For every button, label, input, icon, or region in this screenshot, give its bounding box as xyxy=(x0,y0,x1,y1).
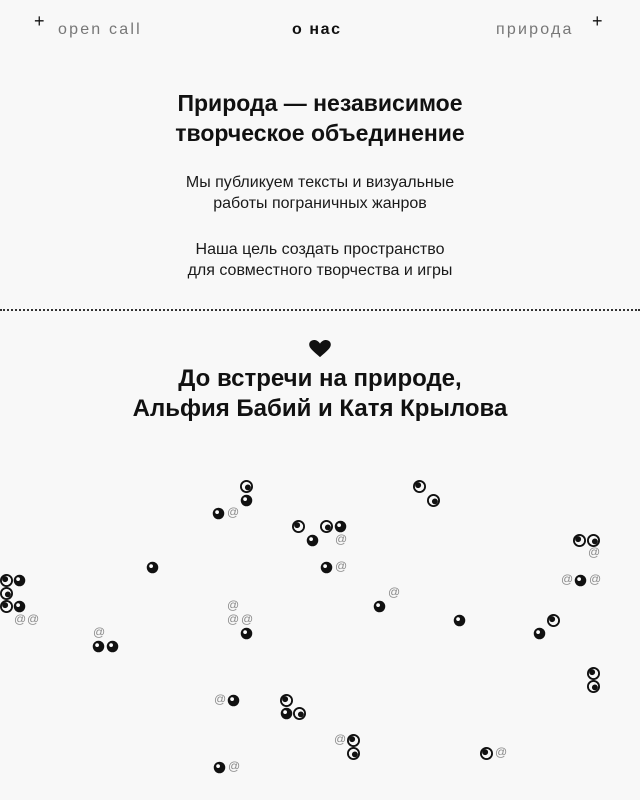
intro-line-1: Мы публикуем тексты и визуальные xyxy=(185,174,455,191)
dot-eye-icon xyxy=(0,587,13,600)
nav-link-about[interactable]: о нас xyxy=(292,21,342,38)
dot-eye-icon xyxy=(227,694,240,707)
nav-link-priroda[interactable]: природа xyxy=(496,21,574,38)
dot-eye-icon xyxy=(480,747,493,760)
at-sign: @ xyxy=(214,692,227,706)
dot-eye-icon xyxy=(293,707,306,720)
dot-eye-icon xyxy=(92,640,105,653)
dot-eye-icon xyxy=(292,520,305,533)
dot-eye-icon xyxy=(427,494,440,507)
dot-eye-icon xyxy=(573,534,586,547)
at-sign: @ xyxy=(388,585,401,599)
dot-eye-icon xyxy=(106,640,119,653)
dot-eye-icon xyxy=(240,494,253,507)
dot-eye-icon xyxy=(213,761,226,774)
at-sign: @ xyxy=(334,732,347,746)
dot-eye-icon xyxy=(212,507,225,520)
dot-eye-icon xyxy=(574,574,587,587)
farewell-heading xyxy=(0,364,640,424)
dot-eye-icon xyxy=(240,627,253,640)
at-sign: @ xyxy=(335,559,348,573)
heart-icon xyxy=(309,340,331,358)
goal-paragraph xyxy=(0,239,640,281)
dotted-divider xyxy=(0,309,640,311)
dot-eye-icon xyxy=(334,520,347,533)
dot-eye-icon xyxy=(320,520,333,533)
dot-eye-icon xyxy=(0,574,13,587)
goal-line-1: Наша цель создать пространство xyxy=(195,241,445,258)
dot-eye-icon xyxy=(0,600,13,613)
intro-line-2: работы пограничных жанров xyxy=(213,195,427,212)
goal-line-2: для совместного творчества и игры xyxy=(187,262,453,279)
dot-eye-icon xyxy=(347,734,360,747)
title-line-2: творческое объединение xyxy=(175,120,465,146)
dot-eye-icon xyxy=(413,480,426,493)
dot-eye-icon xyxy=(587,680,600,693)
intro-paragraph xyxy=(0,172,640,214)
at-sign: @ xyxy=(228,759,241,773)
dot-eye-icon xyxy=(320,561,333,574)
at-sign: @ xyxy=(495,745,508,759)
decorative-face-field xyxy=(0,470,640,800)
page-title xyxy=(0,88,640,148)
dot-eye-icon xyxy=(13,574,26,587)
farewell-line-2: Альфия Бабий и Катя Крылова xyxy=(132,395,508,422)
top-nav xyxy=(0,0,640,60)
at-sign: @ xyxy=(227,612,240,626)
at-sign: @ xyxy=(241,612,254,626)
dot-eye-icon xyxy=(280,707,293,720)
plus-icon-left: + xyxy=(34,11,45,31)
at-sign: @ xyxy=(335,532,348,546)
at-sign: @ xyxy=(588,545,601,559)
at-sign: @ xyxy=(589,572,602,586)
dot-eye-icon xyxy=(146,561,159,574)
at-sign: @ xyxy=(27,612,40,626)
at-sign: @ xyxy=(227,598,240,612)
plus-icon-right: + xyxy=(592,11,603,31)
at-sign: @ xyxy=(561,572,574,586)
at-sign: @ xyxy=(14,612,27,626)
dot-eye-icon xyxy=(240,480,253,493)
title-line-1: Природа — независимое xyxy=(177,90,463,116)
dot-eye-icon xyxy=(306,534,319,547)
at-sign: @ xyxy=(227,505,240,519)
dot-eye-icon xyxy=(453,614,466,627)
dot-eye-icon xyxy=(547,614,560,627)
dot-eye-icon xyxy=(373,600,386,613)
nav-link-open-call[interactable]: open call xyxy=(58,21,142,38)
dot-eye-icon xyxy=(13,600,26,613)
dot-eye-icon xyxy=(280,694,293,707)
farewell-line-1: До встречи на природе, xyxy=(178,365,462,392)
dot-eye-icon xyxy=(587,667,600,680)
at-sign: @ xyxy=(93,625,106,639)
dot-eye-icon xyxy=(347,747,360,760)
dot-eye-icon xyxy=(533,627,546,640)
